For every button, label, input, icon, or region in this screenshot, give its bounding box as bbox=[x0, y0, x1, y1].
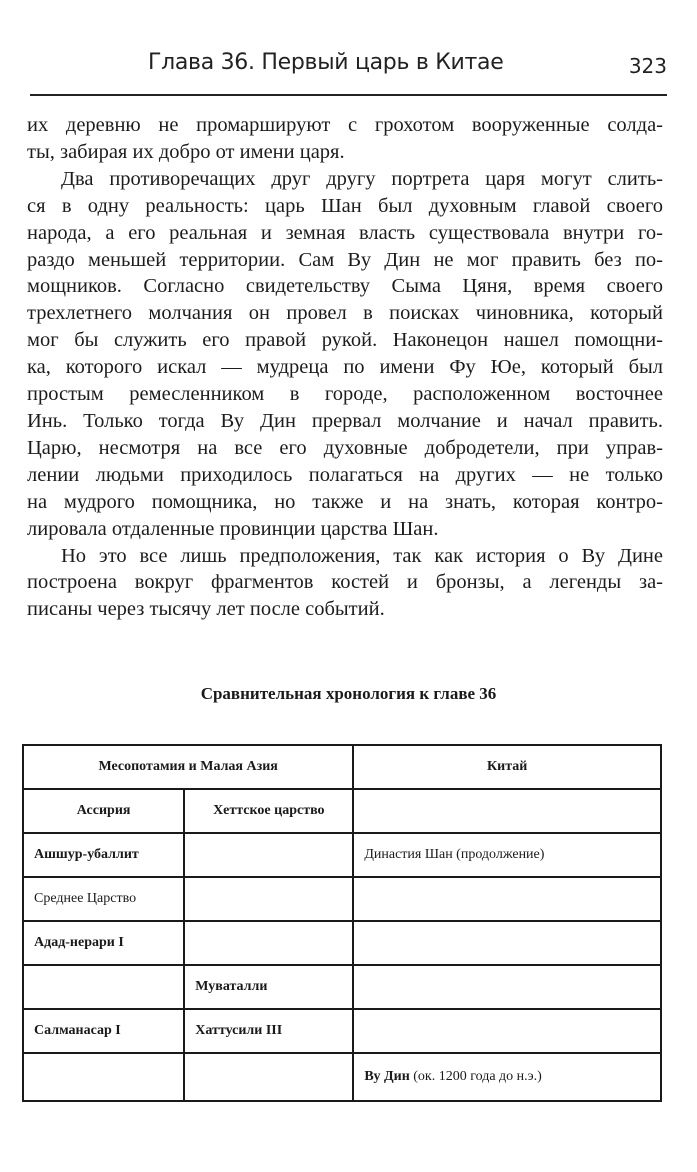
cell-hittite bbox=[184, 833, 353, 877]
cell-hittite: Муваталли bbox=[184, 965, 353, 1009]
page-header bbox=[30, 48, 667, 96]
text-line: ка, которого искал — мудреца по имени Фу Юе, который был bbox=[27, 356, 663, 379]
text-line: писаны через тысячу лет после событий. bbox=[27, 598, 385, 621]
cell-china bbox=[353, 921, 661, 965]
table-group-header-row bbox=[23, 745, 661, 789]
text-line: ты, забирая их добро от имени царя. bbox=[27, 140, 345, 163]
text-line: лировала отдаленные провинции царства Шан. bbox=[27, 517, 439, 540]
cell-assyria: Адад-нерари I bbox=[23, 921, 184, 965]
cell-hittite bbox=[184, 921, 353, 965]
text-line: простым ремесленником в городе, расположенном восточнее bbox=[27, 383, 663, 406]
table-row bbox=[23, 1009, 661, 1053]
cell-assyria: Салманасар I bbox=[23, 1009, 184, 1053]
header-hittite: Хеттское царство bbox=[184, 789, 353, 833]
cell-china bbox=[353, 1053, 661, 1101]
paragraph-two-portraits bbox=[27, 166, 663, 543]
text-line: построена вокруг фрагментов костей и бронзы, а легенды за- bbox=[27, 571, 663, 594]
cell-assyria: Ашшур-убаллит bbox=[23, 833, 184, 877]
paragraph-continued bbox=[27, 112, 663, 166]
cell-hittite: Хаттусили III bbox=[184, 1009, 353, 1053]
page-number: 323 bbox=[628, 54, 667, 78]
header-assyria: Ассирия bbox=[23, 789, 184, 833]
text-line: раздо меньшей территории. Сам Ву Дин не мог править без по- bbox=[27, 248, 663, 271]
text-line: на мудрого помощника, но также и на знать, которая контро- bbox=[27, 490, 663, 513]
ruler-name: Ву Дин bbox=[364, 1069, 410, 1084]
text-line: народа, а его реальная и земная власть существовала внутри го- bbox=[27, 221, 663, 244]
text-line: Два противоречащих друг другу портрета царя могут слить- bbox=[61, 167, 663, 190]
cell-china bbox=[353, 965, 661, 1009]
text-line: лении людьми приходилось полагаться на других — не только bbox=[27, 463, 663, 486]
table-subheader-row bbox=[23, 789, 661, 833]
header-mesopotamia: Месопотамия и Малая Азия bbox=[23, 745, 353, 789]
table-row bbox=[23, 921, 661, 965]
text-line: трехлетнего молчания он провел в поисках чиновника, который bbox=[27, 302, 663, 325]
text-line: мощников. Согласно свидетельству Сыма Цяня, время своего bbox=[27, 275, 663, 298]
table-row bbox=[23, 1053, 661, 1101]
table-row bbox=[23, 877, 661, 921]
ruler-date: (ок. 1200 года до н.э.) bbox=[409, 1069, 542, 1084]
running-title: Глава 36. Первый царь в Китае bbox=[148, 50, 504, 75]
text-line: ся в одну реальность: царь Шан был духовным главой своего bbox=[27, 194, 663, 217]
cell-assyria bbox=[23, 1053, 184, 1101]
header-rule bbox=[30, 94, 667, 96]
cell-assyria: Среднее Царство bbox=[23, 877, 184, 921]
cell-assyria bbox=[23, 965, 184, 1009]
text-line: мог бы служить его правой рукой. Наконецон нашел помощни- bbox=[27, 329, 663, 352]
text-line: Инь. Только тогда Ву Дин прервал молчание и начал править. bbox=[27, 409, 663, 432]
header-china: Китай bbox=[353, 745, 661, 789]
cell-china bbox=[353, 877, 661, 921]
text-line: Но это все лишь предположения, так как история о Ву Дине bbox=[61, 544, 663, 567]
table-title: Сравнительная хронология к главе 36 bbox=[200, 684, 497, 703]
paragraph-assumptions bbox=[27, 543, 663, 624]
cell-china: Династия Шан (продолжение) bbox=[353, 833, 661, 877]
cell-hittite bbox=[184, 877, 353, 921]
cell-hittite bbox=[184, 1053, 353, 1101]
table-row bbox=[23, 833, 661, 877]
header-china-sub bbox=[353, 789, 661, 833]
body-text bbox=[27, 112, 663, 623]
text-line: Царю, несмотря на все его духовные добродетели, при управ- bbox=[27, 436, 663, 459]
table-row bbox=[23, 965, 661, 1009]
text-line: их деревню не промаршируют с грохотом вооруженные солда- bbox=[27, 114, 663, 136]
chronology-table bbox=[22, 744, 662, 1102]
cell-china bbox=[353, 1009, 661, 1053]
